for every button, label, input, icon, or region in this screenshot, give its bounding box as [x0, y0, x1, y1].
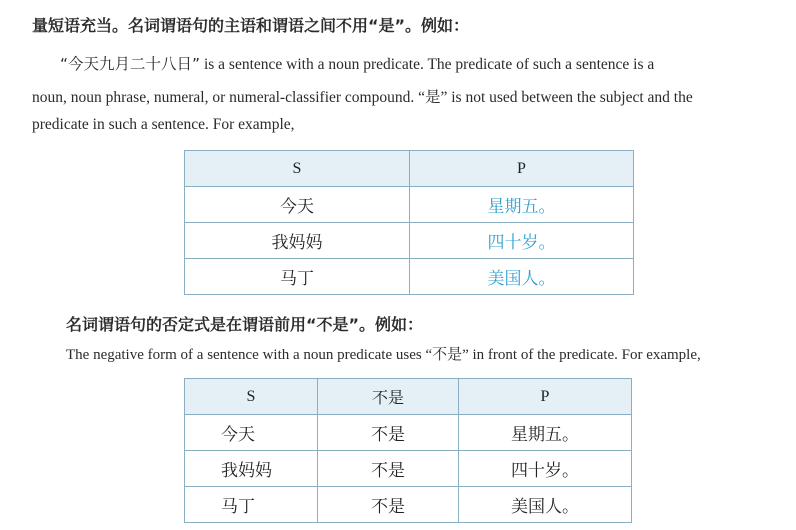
table-row: [185, 451, 632, 487]
intro-chinese-line: 量短语充当。名词谓语句的主语和谓语之间不用“是”。例如：: [32, 16, 470, 35]
negative-english-line: The negative form of a sentence with a noun predicate uses “不是” in front of the predicate. For example,: [66, 347, 701, 363]
table-row: [185, 259, 634, 295]
header-subject: S: [185, 151, 410, 187]
table-header-row: [185, 379, 632, 415]
intro-english-line-2: noun, noun phrase, numeral, or numeral-classifier compound. “是” is not used between the subject and the: [32, 89, 693, 106]
subject-cell: 今天: [185, 415, 318, 451]
negation-cell: 不是: [318, 451, 459, 487]
predicate-cell: 美国人。: [410, 259, 634, 295]
table-header-row: [185, 151, 634, 187]
table-row: [185, 415, 632, 451]
header-predicate: P: [410, 151, 634, 187]
intro-english-line-3: predicate in such a sentence. For example,: [32, 116, 295, 133]
negative-form-table: [184, 378, 632, 523]
example-quote: “今天九月二十八日”: [60, 55, 201, 73]
negation-cell: 不是: [318, 487, 459, 523]
header-predicate: P: [459, 379, 632, 415]
predicate-cell: 四十岁。: [410, 223, 634, 259]
subject-cell: 我妈妈: [185, 223, 410, 259]
predicate-cell: 星期五。: [410, 187, 634, 223]
noun-predicate-table: [184, 150, 634, 295]
table-row: [185, 187, 634, 223]
negation-cell: 不是: [318, 415, 459, 451]
subject-cell: 今天: [185, 187, 410, 223]
predicate-cell: 星期五。: [459, 415, 632, 451]
subject-cell: 马丁: [185, 487, 318, 523]
subject-cell: 我妈妈: [185, 451, 318, 487]
intro-english-line-1: [60, 52, 654, 74]
predicate-cell: 美国人。: [459, 487, 632, 523]
header-subject: S: [185, 379, 318, 415]
table-row: [185, 487, 632, 523]
header-negation: 不是: [318, 379, 459, 415]
negative-chinese-line: 名词谓语句的否定式是在谓语前用“不是”。例如：: [66, 315, 424, 334]
table-row: [185, 223, 634, 259]
subject-cell: 马丁: [185, 259, 410, 295]
intro-english-text-1: is a sentence with a noun predicate. The predicate of such a sentence is a: [200, 56, 655, 73]
predicate-cell: 四十岁。: [459, 451, 632, 487]
